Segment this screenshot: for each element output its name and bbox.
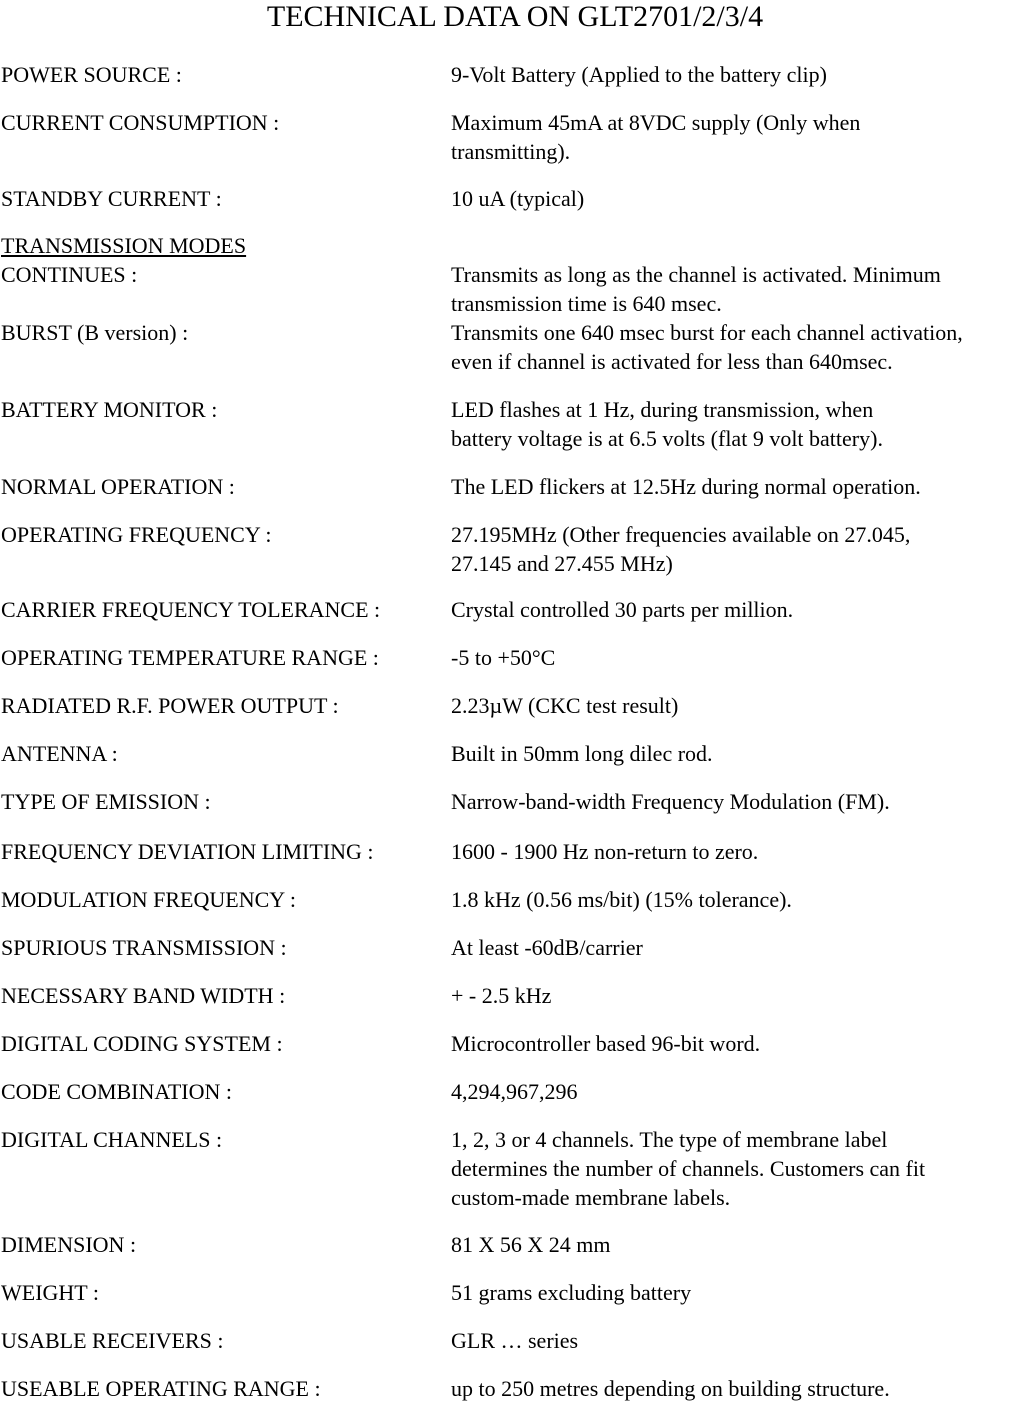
spec-value-line: Maximum 45mA at 8VDC supply (Only when xyxy=(451,110,861,135)
spec-value xyxy=(451,1230,1030,1259)
spec-value-line: 27.195MHz (Other frequencies available on 27.045, xyxy=(451,522,911,547)
spec-label: DIGITAL CHANNELS : xyxy=(1,1127,223,1152)
spec-value-line: 1, 2, 3 or 4 channels. The type of membrane label xyxy=(451,1127,888,1152)
spec-value-line: 1.8 kHz (0.56 ms/bit) (15% tolerance). xyxy=(451,887,792,912)
spec-value-line: 4,294,967,296 xyxy=(451,1079,578,1104)
spec-value-line: -5 to +50°C xyxy=(451,645,556,670)
spec-label: CURRENT CONSUMPTION : xyxy=(1,110,280,135)
spec-value xyxy=(451,643,1030,672)
spec-label: DIGITAL CODING SYSTEM : xyxy=(1,1031,283,1056)
spec-value xyxy=(451,318,1030,376)
spec-value xyxy=(451,739,1030,768)
spec-label: MODULATION FREQUENCY : xyxy=(1,887,296,912)
spec-label: FREQUENCY DEVIATION LIMITING : xyxy=(1,839,374,864)
spec-value-line: Transmits as long as the channel is activated. Minimum xyxy=(451,262,941,287)
spec-value-line: transmitting). xyxy=(451,139,571,164)
spec-value xyxy=(451,395,1030,453)
spec-label: STANDBY CURRENT : xyxy=(1,186,222,211)
spec-value-line: 9-Volt Battery (Applied to the battery clip) xyxy=(451,62,827,87)
page-title: TECHNICAL DATA ON GLT2701/2/3/4 xyxy=(266,0,764,33)
spec-value-line: Transmits one 640 msec burst for each channel activation, xyxy=(451,320,963,345)
spec-label: NORMAL OPERATION : xyxy=(1,474,235,499)
spec-value-line: 81 X 56 X 24 mm xyxy=(451,1232,611,1257)
spec-value xyxy=(451,1077,1030,1106)
spec-value-line: 27.145 and 27.455 MHz) xyxy=(451,551,673,576)
spec-value xyxy=(451,1326,1030,1355)
spec-label: BURST (B version) : xyxy=(1,320,189,345)
spec-label: POWER SOURCE : xyxy=(1,62,182,87)
spec-value-line: LED flashes at 1 Hz, during transmission, when xyxy=(451,397,874,422)
spec-value xyxy=(451,981,1030,1010)
spec-value-line: 10 uA (typical) xyxy=(451,186,585,211)
spec-label: USABLE RECEIVERS : xyxy=(1,1328,224,1353)
spec-value xyxy=(451,184,1030,213)
spec-label: CODE COMBINATION : xyxy=(1,1079,232,1104)
spec-label: SPURIOUS TRANSMISSION : xyxy=(1,935,287,960)
spec-value-line: up to 250 metres depending on building structure. xyxy=(451,1376,890,1401)
spec-value-line: + - 2.5 kHz xyxy=(451,983,552,1008)
spec-value-line: At least -60dB/carrier xyxy=(451,935,643,960)
spec-value xyxy=(451,1374,1030,1403)
spec-label: CONTINUES : xyxy=(1,262,138,287)
spec-label: WEIGHT : xyxy=(1,1280,99,1305)
spec-label: BATTERY MONITOR : xyxy=(1,397,218,422)
spec-label: OPERATING FREQUENCY : xyxy=(1,522,272,547)
spec-value xyxy=(451,520,1030,578)
spec-value-line: 51 grams excluding battery xyxy=(451,1280,692,1305)
spec-label: NECESSARY BAND WIDTH : xyxy=(1,983,286,1008)
section-heading-transmission-modes: TRANSMISSION MODES xyxy=(1,233,247,258)
spec-label: RADIATED R.F. POWER OUTPUT : xyxy=(1,693,339,718)
spec-value xyxy=(451,933,1030,962)
spec-value xyxy=(451,837,1030,866)
spec-label: DIMENSION : xyxy=(1,1232,137,1257)
spec-value-line: Built in 50mm long dilec rod. xyxy=(451,741,713,766)
spec-value-line: GLR … series xyxy=(451,1328,579,1353)
spec-label: USEABLE OPERATING RANGE : xyxy=(1,1376,321,1401)
spec-value xyxy=(451,885,1030,914)
spec-value xyxy=(451,260,1030,318)
spec-label: TYPE OF EMISSION : xyxy=(1,789,211,814)
spec-value-line: battery voltage is at 6.5 volts (flat 9 volt battery). xyxy=(451,426,883,451)
spec-label: ANTENNA : xyxy=(1,741,118,766)
spec-value xyxy=(451,1278,1030,1307)
spec-value-line: Crystal controlled 30 parts per million. xyxy=(451,597,794,622)
spec-value-line: The LED flickers at 12.5Hz during normal operation. xyxy=(451,474,921,499)
spec-value-line: 1600 - 1900 Hz non-return to zero. xyxy=(451,839,759,864)
spec-value-line: custom-made membrane labels. xyxy=(451,1185,731,1210)
spec-value-line: Narrow-band-width Frequency Modulation (FM). xyxy=(451,789,890,814)
spec-label: OPERATING TEMPERATURE RANGE : xyxy=(1,645,379,670)
spec-value xyxy=(451,60,1030,89)
spec-value xyxy=(451,691,1030,720)
spec-value-line: Microcontroller based 96-bit word. xyxy=(451,1031,761,1056)
spec-value xyxy=(451,787,1030,816)
spec-value-line: even if channel is activated for less than 640msec. xyxy=(451,349,893,374)
spec-value xyxy=(451,1125,1030,1212)
spec-label: CARRIER FREQUENCY TOLERANCE : xyxy=(1,597,381,622)
spec-value xyxy=(451,1029,1030,1058)
spec-value xyxy=(451,108,1030,166)
spec-value-line: determines the number of channels. Customers can fit xyxy=(451,1156,926,1181)
spec-value-line: transmission time is 640 msec. xyxy=(451,291,722,316)
spec-value-line: 2.23µW (CKC test result) xyxy=(451,693,679,718)
spec-value xyxy=(451,595,1030,624)
spec-value xyxy=(451,472,1030,501)
